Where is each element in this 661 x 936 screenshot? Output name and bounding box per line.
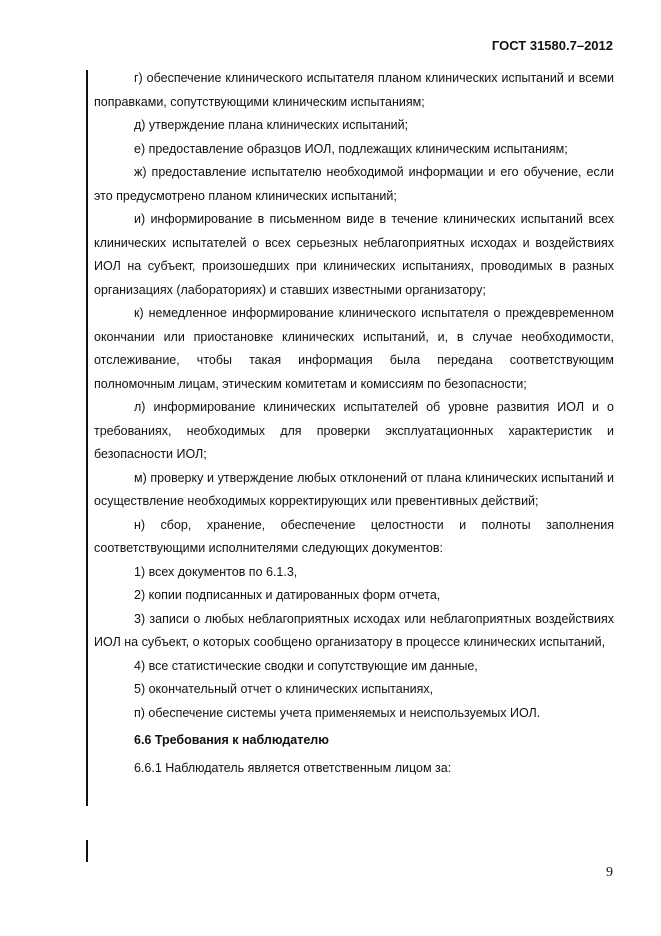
paragraph: к) немедленное информирование клинического испытателя о преждевременном окончании или приостановке клинических испытаний, и, в случае необходимости, отслеживание, чтобы такая информация была передана соответствующим полномочным лицам, этическим комитетам и комиссиям по безопасности; bbox=[94, 306, 614, 391]
paragraph: д) утверждение плана клинических испытаний; bbox=[134, 118, 409, 132]
list-item: 3) записи о любых неблагоприятных исходах или неблагоприятных воздействиях ИОЛ на субъект, о которых сообщено организатору в процессе клинических испытаний, bbox=[94, 611, 614, 649]
section-heading: 6.6 Требования к наблюдателю bbox=[134, 733, 329, 747]
list-item: 5) окончательный отчет о клинических испытаниях, bbox=[134, 682, 434, 696]
paragraph: м) проверку и утверждение любых отклонений от плана клинических испытаний и осуществление необходимых корректирующих или превентивных действий; bbox=[94, 470, 614, 508]
paragraph: н) сбор, хранение, обеспечение целостности и полноты заполнения соответствующими исполнителями следующих документов: bbox=[94, 517, 614, 555]
document-body bbox=[94, 67, 614, 780]
list-item: 1) всех документов по 6.1.3, bbox=[134, 564, 298, 579]
paragraph: ж) предоставление испытателю необходимой информации и его обучение, если это предусмотрено планом клинических испытаний; bbox=[94, 165, 614, 203]
document-header: ГОСТ 31580.7–2012 bbox=[491, 38, 613, 53]
list-item: 4) все статистические сводки и сопутствующие им данные, bbox=[134, 658, 478, 673]
paragraph: е) предоставление образцов ИОЛ, подлежащих клиническим испытаниям; bbox=[134, 141, 568, 156]
paragraph: п) обеспечение системы учета применяемых и неиспользуемых ИОЛ. bbox=[134, 705, 541, 720]
paragraph: л) информирование клинических испытателей об уровне развития ИОЛ и о требованиях, необходимых для проверки эксплуатационных характеристик и безопасности ИОЛ; bbox=[94, 400, 614, 461]
change-bar bbox=[86, 840, 88, 862]
paragraph: г) обеспечение клинического испытателя планом клинических испытаний и всеми поправками, сопутствующими клиническим испытаниям; bbox=[94, 71, 614, 109]
change-bar bbox=[86, 70, 88, 806]
paragraph: и) информирование в письменном виде в течение клинических испытаний всех клинических испытателей о всех серьезных неблагоприятных исходах и воздействиях ИОЛ на субъект, произошедших при клинических испытаниях, проводимых в разных организациях (лабораториях) и ставших известными организатору; bbox=[94, 212, 614, 297]
page-number: 9 bbox=[606, 865, 613, 880]
subsection-text: 6.6.1 Наблюдатель является ответственным лицом за: bbox=[134, 760, 452, 775]
list-item: 2) копии подписанных и датированных форм отчета, bbox=[134, 588, 441, 602]
